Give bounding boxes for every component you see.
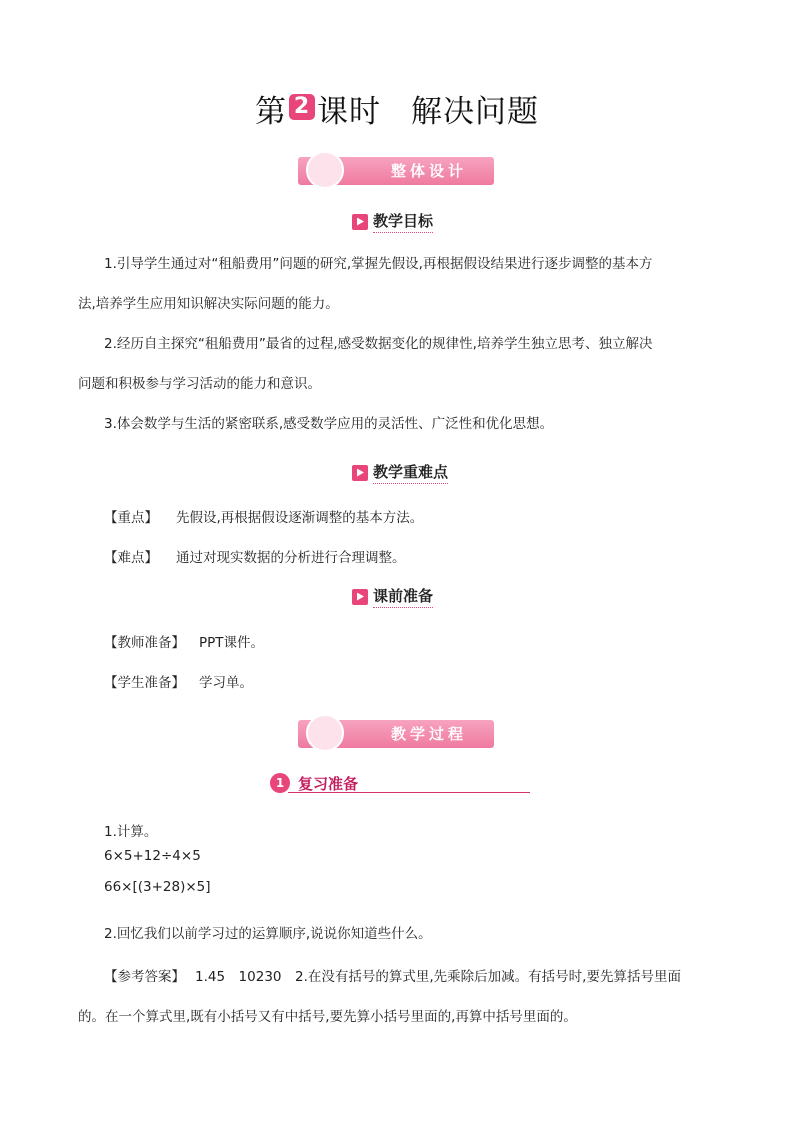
section-heading-prep: 课前准备 xyxy=(352,585,433,608)
flag-icon xyxy=(352,465,368,481)
goal-line: 3.体会数学与生活的紧密联系,感受数学应用的灵活性、广泛性和优化思想。 xyxy=(104,416,554,432)
lesson-number-badge: 2 xyxy=(289,94,315,120)
banner-label: 教学过程 xyxy=(390,725,467,743)
step-label: 复习准备 xyxy=(298,775,359,793)
flag-icon xyxy=(352,214,368,230)
answer-text-line-1: 1.45 10230 2.在没有括号的算式里,先乘除后加减。有括号时,要先算括号里面 xyxy=(195,969,681,985)
step-heading xyxy=(270,770,530,796)
student-prep-row xyxy=(104,671,253,691)
difficulty-text: 通过对现实数据的分析进行合理调整。 xyxy=(176,550,406,566)
teaching-process-banner xyxy=(298,720,494,748)
answer-label: 【参考答案】 xyxy=(104,969,185,985)
student-prep-text: 学习单。 xyxy=(199,675,253,691)
reference-answer xyxy=(78,957,718,1037)
overall-design-banner xyxy=(298,157,494,185)
key-text: 先假设,再根据假设逐渐调整的基本方法。 xyxy=(176,510,424,526)
difficulty-label: 【难点】 xyxy=(104,550,158,566)
target-icon xyxy=(306,714,344,752)
expression-1: 6×5+12÷4×5 xyxy=(104,848,201,864)
review-item-1: 1.计算。 xyxy=(104,824,158,840)
key-label: 【重点】 xyxy=(104,510,158,526)
goals-text xyxy=(78,244,718,444)
goal-line: 1.引导学生通过对“租船费用”问题的研究,掌握先假设,再根据假设结果进行逐步调整的基本方 xyxy=(104,256,653,272)
goal-line: 问题和积极参与学习活动的能力和意识。 xyxy=(78,376,321,392)
goal-line: 2.经历自主探究“租船费用”最省的过程,感受数据变化的规律性,培养学生独立思考、独立解决 xyxy=(104,336,653,352)
student-prep-label: 【学生准备】 xyxy=(104,675,185,691)
key-point-row xyxy=(104,506,423,526)
title-topic: 解决问题 xyxy=(411,94,539,130)
answer-text-line-2: 的。在一个算式里,既有小括号又有中括号,要先算小括号里面的,再算中括号里面的。 xyxy=(78,1009,577,1025)
title-prefix: 第 xyxy=(255,94,287,130)
difficulty-row xyxy=(104,546,406,566)
review-item-2: 2.回忆我们以前学习过的运算顺序,说说你知道些什么。 xyxy=(104,926,432,942)
banner-label: 整体设计 xyxy=(390,162,467,180)
section-heading-keypoints: 教学重难点 xyxy=(352,461,448,484)
teacher-prep-text: PPT课件。 xyxy=(199,635,265,651)
section-heading-goals: 教学目标 xyxy=(352,210,433,233)
step-underline xyxy=(288,792,530,793)
flag-icon xyxy=(352,589,368,605)
teacher-prep-row xyxy=(104,631,264,651)
title-suffix: 课时 xyxy=(317,94,381,130)
step-number-badge: 1 xyxy=(270,773,290,793)
book-icon xyxy=(306,151,344,189)
expression-2: 66×[(3+28)×5] xyxy=(104,879,211,895)
page-title xyxy=(0,86,794,131)
teacher-prep-label: 【教师准备】 xyxy=(104,635,185,651)
goal-line: 法,培养学生应用知识解决实际问题的能力。 xyxy=(78,296,339,312)
